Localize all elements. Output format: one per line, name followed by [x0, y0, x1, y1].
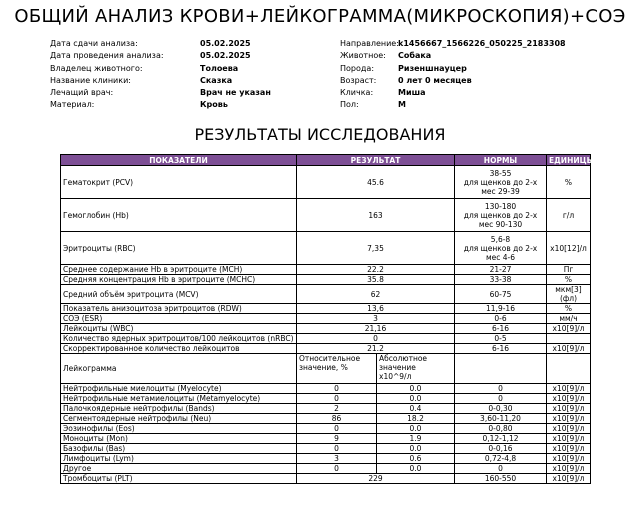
result-cell: 163: [297, 199, 455, 232]
norm-cell: 5,6-8 для щенков до 2-х мес 4-6: [455, 232, 547, 265]
units-cell: x10[9]/л: [547, 344, 591, 354]
result-cell: 45.6: [297, 166, 455, 199]
indicator-cell: Нейтрофильные миелоциты (Myelocyte): [61, 384, 297, 394]
table-row: [61, 414, 591, 424]
units-cell: [547, 334, 591, 344]
info-label: Направление:: [340, 39, 399, 48]
result-cell: 7,35: [297, 232, 455, 265]
indicator-cell: Эритроциты (RBC): [61, 232, 297, 265]
units-cell: x10[9]/л: [547, 324, 591, 334]
norm-cell: 0: [455, 464, 547, 474]
info-label: Дата сдачи анализа:: [50, 39, 138, 48]
indicator-cell: Тромбоциты (PLT): [61, 474, 297, 484]
indicator-cell: Моноциты (Mon): [61, 434, 297, 444]
table-row: [61, 404, 591, 414]
info-value: 0 лет 0 месяцев: [398, 75, 472, 85]
norm-cell: 0-5: [455, 334, 547, 344]
units-cell: Пг: [547, 265, 591, 275]
result-cell: 21,16: [297, 324, 455, 334]
table-row: [61, 275, 591, 285]
info-row: [50, 50, 271, 62]
results-heading: РЕЗУЛЬТАТЫ ИССЛЕДОВАНИЯ: [194, 125, 446, 144]
absolute-header: Абсолютное значение x10^9/л: [377, 354, 455, 384]
results-table: [60, 154, 595, 484]
report-title: ОБЩИЙ АНАЛИЗ КРОВИ+ЛЕЙКОГРАММА(МИКРОСКОПИЯ)+СОЭ: [14, 6, 626, 27]
header-result: РЕЗУЛЬТАТ: [297, 155, 455, 166]
info-label: Владелец животного:: [50, 63, 143, 73]
absolute-cell: 1.9: [377, 434, 455, 444]
indicator-cell: Палочкоядерные нейтрофилы (Bands): [61, 404, 297, 414]
relative-cell: 0: [297, 464, 377, 474]
units-cell: x10[9]/л: [547, 444, 591, 454]
header-units: ЕДИНИЦЫ: [547, 155, 591, 166]
info-row: [50, 99, 271, 111]
relative-cell: 0: [297, 394, 377, 404]
info-right: [340, 38, 566, 112]
result-cell: 229: [297, 474, 455, 484]
indicator-cell: Среднее содержание Hb в эритроците (MCH): [61, 265, 297, 275]
table-row: [61, 166, 591, 199]
indicator-cell: Показатель анизоцитоза эритроцитов (RDW): [61, 304, 297, 314]
header-indicator: ПОКАЗАТЕЛИ: [61, 155, 297, 166]
info-label: Порода:: [340, 63, 375, 73]
info-value: 05.02.2025: [200, 51, 251, 61]
info-label: Кличка:: [340, 88, 374, 98]
absolute-cell: 0.6: [377, 454, 455, 464]
absolute-cell: 0.0: [377, 464, 455, 474]
norm-cell: 0-0,16: [455, 444, 547, 454]
info-label: Пол:: [340, 100, 359, 110]
table-header-row: [61, 155, 591, 166]
info-row: [50, 87, 271, 99]
info-value: Собака: [398, 51, 432, 61]
info-value: 05.02.2025: [200, 39, 251, 48]
indicator-cell: Базофилы (Bas): [61, 444, 297, 454]
units-cell: x10[9]/л: [547, 474, 591, 484]
norm-cell: 130-180 для щенков до 2-х мес 90-130: [455, 199, 547, 232]
result-cell: 35.8: [297, 275, 455, 285]
result-cell: 0: [297, 334, 455, 344]
absolute-cell: 0.0: [377, 384, 455, 394]
indicator-cell: Скорректированное количество лейкоцитов: [61, 344, 297, 354]
relative-cell: 0: [297, 384, 377, 394]
info-value: Ризеншнауцер: [398, 63, 467, 73]
indicator-cell: Другое: [61, 464, 297, 474]
indicator-cell: Эозинофилы (Eos): [61, 424, 297, 434]
units-cell: x10[9]/л: [547, 404, 591, 414]
units-cell: x10[9]/л: [547, 464, 591, 474]
table-row: [61, 464, 591, 474]
units-cell: мкм[3](фл): [547, 285, 591, 304]
norm-cell: 60-75: [455, 285, 547, 304]
relative-cell: 86: [297, 414, 377, 424]
norm-cell: 0,12-1,12: [455, 434, 547, 444]
indicator-cell: Нейтрофильные метамиелоциты (Metamyelocyte): [61, 394, 297, 404]
units-cell: г/л: [547, 199, 591, 232]
leukogram-label: Лейкограмма: [61, 354, 297, 384]
info-row: [340, 87, 566, 99]
absolute-cell: 0.0: [377, 424, 455, 434]
empty-norm-cell: [455, 354, 547, 384]
info-row: [340, 50, 566, 62]
relative-cell: 0: [297, 424, 377, 434]
norm-cell: 33-38: [455, 275, 547, 285]
info-value: k1456667_1566226_050225_2183308: [398, 39, 566, 48]
units-cell: %: [547, 166, 591, 199]
info-value: Сказка: [200, 75, 233, 85]
table-row: [61, 454, 591, 464]
norm-cell: 11,9-16: [455, 304, 547, 314]
units-cell: %: [547, 304, 591, 314]
norm-cell: 0-0,80: [455, 424, 547, 434]
result-cell: 21.2: [297, 344, 455, 354]
indicator-cell: Количество ядерных эритроцитов/100 лейкоцитов (nRBC): [61, 334, 297, 344]
info-row: [50, 75, 271, 87]
units-cell: x10[9]/л: [547, 424, 591, 434]
info-left: [50, 38, 271, 112]
indicator-cell: Средняя концентрация Hb в эритроците (MCHC): [61, 275, 297, 285]
table-row: [61, 324, 591, 334]
indicator-cell: СОЭ (ESR): [61, 314, 297, 324]
norm-cell: 0: [455, 384, 547, 394]
indicator-cell: Лимфоциты (Lym): [61, 454, 297, 464]
absolute-cell: 0.0: [377, 394, 455, 404]
info-label: Дата проведения анализа:: [50, 51, 164, 61]
info-row: [340, 99, 566, 111]
info-value: Кровь: [200, 100, 228, 110]
info-row: [340, 38, 566, 50]
units-cell: x10[9]/л: [547, 384, 591, 394]
table-row: [61, 265, 591, 275]
empty-units-cell: [547, 354, 591, 384]
indicator-cell: Гемоглобин (Hb): [61, 199, 297, 232]
info-label: Материал:: [50, 100, 95, 110]
info-value: Миша: [398, 88, 426, 98]
table-row: [61, 285, 591, 304]
table-row: [61, 424, 591, 434]
relative-cell: 3: [297, 454, 377, 464]
info-value: Врач не указан: [200, 88, 271, 98]
indicator-cell: Лейкоциты (WBC): [61, 324, 297, 334]
table-row: [61, 474, 591, 484]
leukogram-header-row: [61, 354, 591, 384]
table-row: [61, 232, 591, 265]
units-cell: мм/ч: [547, 314, 591, 324]
table-row: [61, 304, 591, 314]
info-row: [50, 38, 271, 50]
units-cell: x10[12]/л: [547, 232, 591, 265]
header-norm: НОРМЫ: [455, 155, 547, 166]
info-label: Животное:: [340, 51, 386, 61]
units-cell: x10[9]/л: [547, 394, 591, 404]
table-row: [61, 444, 591, 454]
units-cell: %: [547, 275, 591, 285]
info-row: [50, 63, 271, 75]
norm-cell: 160-550: [455, 474, 547, 484]
result-cell: 3: [297, 314, 455, 324]
norm-cell: 38-55 для щенков до 2-х мес 29-39: [455, 166, 547, 199]
norm-cell: 6-16: [455, 324, 547, 334]
norm-cell: 0-6: [455, 314, 547, 324]
table-row: [61, 314, 591, 324]
relative-cell: 9: [297, 434, 377, 444]
table-row: [61, 344, 591, 354]
info-label: Лечащий врач:: [50, 88, 114, 98]
table-row: [61, 384, 591, 394]
table-row: [61, 199, 591, 232]
result-cell: 62: [297, 285, 455, 304]
relative-header: Относительное значение, %: [297, 354, 377, 384]
table-row: [61, 434, 591, 444]
units-cell: x10[9]/л: [547, 414, 591, 424]
result-cell: 22.2: [297, 265, 455, 275]
table-row: [61, 394, 591, 404]
units-cell: x10[9]/л: [547, 434, 591, 444]
norm-cell: 6-16: [455, 344, 547, 354]
relative-cell: 0: [297, 444, 377, 454]
info-label: Название клиники:: [50, 75, 131, 85]
norm-cell: 21-27: [455, 265, 547, 275]
norm-cell: 3,60-11,20: [455, 414, 547, 424]
info-row: [340, 63, 566, 75]
indicator-cell: Гематокрит (PCV): [61, 166, 297, 199]
norm-cell: 0-0,30: [455, 404, 547, 414]
info-value: Толоева: [200, 63, 239, 73]
info-row: [340, 75, 566, 87]
absolute-cell: 0.0: [377, 444, 455, 454]
indicator-cell: Средний объём эритроцита (MCV): [61, 285, 297, 304]
table-row: [61, 334, 591, 344]
norm-cell: 0,72-4,8: [455, 454, 547, 464]
indicator-cell: Сегментоядерные нейтрофилы (Neu): [61, 414, 297, 424]
absolute-cell: 18.2: [377, 414, 455, 424]
units-cell: x10[9]/л: [547, 454, 591, 464]
absolute-cell: 0.4: [377, 404, 455, 414]
info-label: Возраст:: [340, 75, 377, 85]
relative-cell: 2: [297, 404, 377, 414]
info-value: М: [398, 100, 406, 110]
result-cell: 13,6: [297, 304, 455, 314]
norm-cell: 0: [455, 394, 547, 404]
